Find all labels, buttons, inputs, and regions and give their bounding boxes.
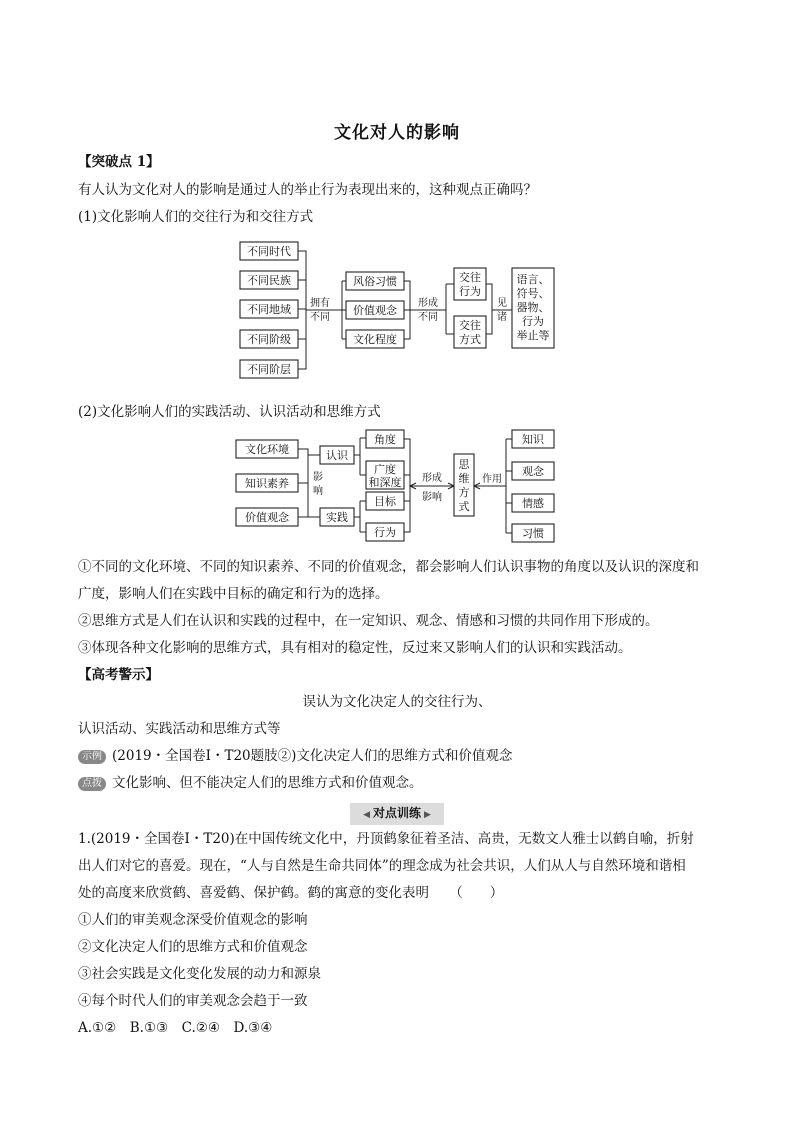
d2-text-breadth: 广度 — [374, 463, 396, 476]
d1-text-values: 价值观念 — [353, 304, 397, 317]
d2-text-thinking-3: 方 — [458, 486, 470, 499]
exercise-line-2: 出人们对它的喜爱。现在，“人与自然是生命共同体”的理念成为社会共识，人们从人与自然环境和谐相 — [78, 858, 686, 874]
d1-left-boxes — [240, 242, 298, 378]
d1-text-customs: 风俗习惯 — [353, 275, 397, 288]
d2-text-values: 价值观念 — [245, 511, 289, 524]
d2-text-concept: 观念 — [522, 465, 544, 478]
d2-label-influence-2: 响 — [313, 486, 323, 497]
d2-text-thinking-1: 思 — [458, 458, 470, 471]
d1-text-comm-behavior-2: 行为 — [459, 285, 481, 298]
d2-text-knowledge-r: 知识 — [522, 433, 544, 446]
point-1b: 广度，影响人们在实践中目标的确定和行为的选择。 — [78, 586, 389, 602]
comment-text: 文化影响、但不能决定人们的思维方式和价值观念。 — [112, 775, 423, 791]
d1-label-form: 形成 — [418, 298, 438, 309]
d1-text-era: 不同时代 — [247, 245, 291, 258]
d1-text-result-3: 器物、 — [516, 301, 550, 314]
answer-choices: A.①② B.①③ C.②④ D.③④ — [78, 1020, 273, 1036]
d2-text-depth: 和深度 — [368, 476, 402, 489]
section2-title: (2)文化影响人们的实践活动、认识活动和思维方式 — [78, 404, 381, 420]
d1-label-different: 不同 — [310, 312, 330, 323]
d1-text-class: 不同阶级 — [247, 333, 291, 346]
exercise-line-1: 1.(2019・全国卷Ⅰ・T20)在中国传统文化中，丹顶鹤象征着圣洁、高贵，无数文人雅士以鹤自喻，折射 — [78, 831, 694, 847]
d2-text-goal: 目标 — [374, 495, 396, 508]
option-2: ②文化决定人们的思维方式和价值观念 — [78, 939, 308, 955]
page-title: 文化对人的影响 — [334, 123, 460, 143]
d2-text-knowledge: 知识素养 — [245, 477, 289, 490]
comment-row — [78, 773, 423, 793]
misconception-line-1: 误认为文化决定人的交往行为、 — [302, 694, 492, 710]
d1-label-seen-1: 见 — [497, 298, 507, 309]
training-banner-text: 对点训练 — [372, 806, 421, 820]
banner-right-mark: ▶ — [424, 810, 431, 820]
d1-text-region: 不同地域 — [247, 303, 291, 316]
d2-text-habit: 习惯 — [522, 527, 544, 540]
point-2: ②思维方式是人们在认识和实践的过程中，在一定知识、观念、情感和习惯的共同作用下形成的。 — [78, 613, 659, 629]
d2-text-thinking-2: 维 — [458, 472, 470, 485]
d1-text-result-5: 举止等 — [516, 329, 550, 342]
option-3: ③社会实践是文化变化发展的动力和源泉 — [78, 966, 321, 982]
point-3: ③体现各种文化影响的思维方式，具有相对的稳定性，反过来又影响人们的认识和实践活动。 — [78, 640, 632, 656]
d1-label-have: 拥有 — [310, 298, 330, 309]
d2-text-practice: 实践 — [326, 511, 348, 524]
d2-label-influence-1: 影 — [313, 472, 323, 483]
d1-text-result-1: 语言、 — [516, 273, 550, 286]
d1-text-comm-mode-1: 交往 — [459, 319, 481, 332]
breakthrough-heading: 【突破点 1】 — [78, 154, 160, 170]
section1-title: (1)文化影响人们的交往行为和交往方式 — [78, 209, 314, 225]
d2-label-form: 形成 — [422, 473, 442, 484]
example-text: (2019・全国卷Ⅰ・T20题肢②)文化决定人们的思维方式和价值观念 — [112, 748, 513, 764]
d1-middle-boxes — [346, 272, 404, 348]
training-banner-wrap — [0, 802, 794, 825]
option-4: ④每个时代人们的审美观念会趋于一致 — [78, 993, 308, 1009]
d1-text-stratum: 不同阶层 — [247, 363, 291, 376]
example-row — [78, 746, 512, 766]
d1-label-seen-2: 诸 — [497, 312, 507, 323]
d1-text-education: 文化程度 — [353, 333, 397, 346]
option-1: ①人们的审美观念深受价值观念的影响 — [78, 912, 308, 928]
warning-heading: 【高考警示】 — [78, 667, 159, 683]
d1-text-result-2: 符号、 — [516, 287, 550, 300]
d2-label-effect: 作用 — [482, 474, 502, 485]
point-1a: ①不同的文化环境、不同的知识素养、不同的价值观念，都会影响人们认识事物的角度以及认识的深度和 — [78, 559, 699, 575]
d1-left-brace — [298, 251, 306, 369]
d1-text-comm-mode-2: 方式 — [459, 333, 481, 346]
exercise-line-3: 处的高度来欣赏鹤、喜爱鹤、保护鹤。鹤的寓意的变化表明 （ ） — [78, 885, 504, 901]
d1-label-form-different: 不同 — [418, 312, 438, 323]
misconception-line-2: 认识活动、实践活动和思维方式等 — [78, 721, 281, 737]
d1-text-result-4: 行为 — [522, 315, 544, 328]
d2-text-culture-env: 文化环境 — [245, 443, 289, 456]
example-badge: 示例 — [78, 750, 106, 764]
question-text: 有人认为文化对人的影响是通过人的举止行为表现出来的，这种观点正确吗？ — [78, 182, 537, 198]
training-banner — [350, 803, 444, 825]
d1-text-comm-behavior-1: 交往 — [459, 271, 481, 284]
d2-label-influence-back: 影响 — [422, 492, 442, 503]
d2-text-thinking-4: 式 — [458, 500, 470, 513]
diagram-thinking — [230, 428, 570, 550]
d2-text-angle: 角度 — [374, 433, 396, 446]
d2-text-cognition: 认识 — [326, 449, 348, 462]
d1-text-nation: 不同民族 — [247, 274, 291, 287]
comment-badge: 点拨 — [78, 777, 106, 791]
diagram-communication — [230, 236, 570, 384]
d2-text-emotion: 情感 — [522, 497, 544, 510]
banner-left-mark: ◀ — [363, 810, 370, 820]
d2-text-action: 行为 — [374, 526, 396, 539]
